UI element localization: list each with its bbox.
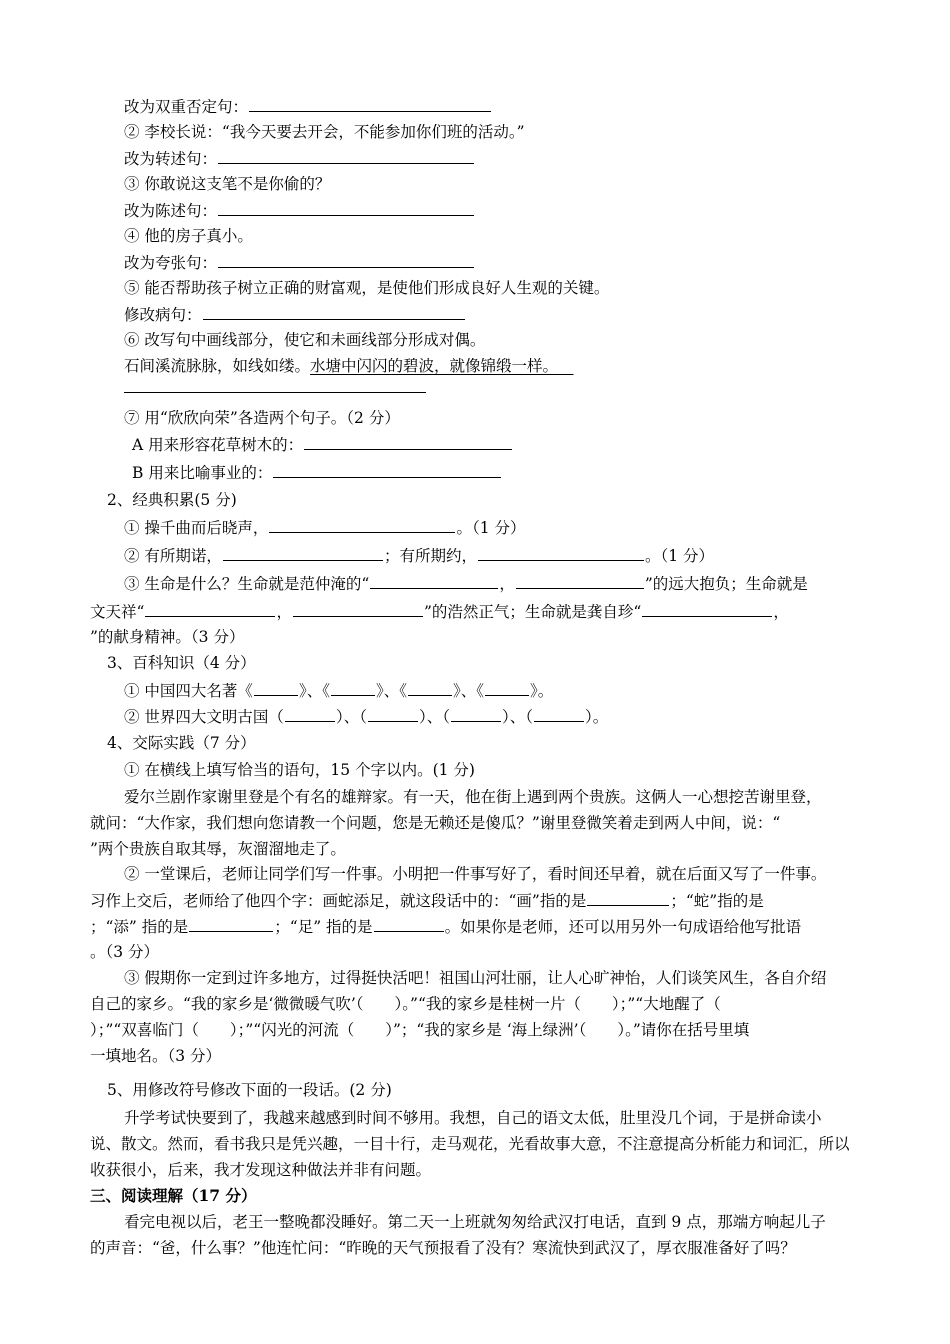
line-idiom-1: 习作上交后，老师给了他四个字：画蛇添足，就这段话中的：“画”指的是 ；“蛇”指的是 xyxy=(90,892,764,910)
antithesis-sentence: 石间溪流脉脉，如线如缕。水塘中闪闪的碧波，就像锦缎一样。 xyxy=(124,357,559,375)
question-text: ⑥ 改写句中画线部分，使它和未画线部分形成对偶。 xyxy=(124,331,486,349)
answer-blank[interactable] xyxy=(587,890,669,906)
line-double-negative: 改为双重否定句： xyxy=(124,96,492,117)
line-idiom-2: ；“添” 指的是 ；“足” 指的是 。如果你是老师，还可以用另外一句成语给他写批语 xyxy=(90,918,802,936)
question-text: ① 在横线上填写恰当的语句，15 个字以内。(1 分) xyxy=(124,761,475,779)
answer-blank[interactable] xyxy=(370,573,498,589)
part-heading: 三、阅读理解（17 分） xyxy=(90,1186,257,1205)
answer-blank[interactable] xyxy=(218,252,474,268)
line-indirect-speech: 改为转述句： xyxy=(124,148,475,169)
answer-blank[interactable] xyxy=(218,200,474,216)
answer-blank[interactable] xyxy=(331,680,375,696)
paragraph-line: 一填地名。（3 分） xyxy=(90,1047,222,1065)
line-classics-1: ① 操千曲而后晓声， 。（1 分） xyxy=(124,519,526,537)
paragraph-line: 升学考试快要到了，我越来越感到时间不够用。我想，自己的语文太低，肚里没几个词，于是拼命读小 xyxy=(124,1109,822,1127)
section-heading: 2、经典积累(5 分) xyxy=(107,491,237,509)
line-classics-3: ③ 生命是什么？生命就是范仲淹的“ ， ”的远大抱负；生命就是 xyxy=(124,575,808,593)
line-exaggeration: 改为夸张句： xyxy=(124,252,475,273)
answer-blank[interactable] xyxy=(451,706,501,722)
answer-blank[interactable] xyxy=(218,148,474,164)
question-text: ③ 你敢说这支笔不是你偷的？ xyxy=(124,175,331,193)
paragraph-line: 自己的家乡。“我的家乡是‘微微暖气吹’（ ）。”“我的家乡是桂树一片（ ）；”“大地醒了（ xyxy=(90,995,721,1013)
answer-blank[interactable] xyxy=(408,680,452,696)
answer-blank[interactable] xyxy=(189,916,273,932)
section-heading: 5、用修改符号修改下面的一段话。(2 分) xyxy=(107,1081,392,1099)
question-text: ⑦ 用“欣欣向荣”各造两个句子。（2 分） xyxy=(124,409,400,427)
paragraph-line: 说、散文。然而，看书我只是凭兴趣，一目十行，走马观花，光看故事大意，不注意提高分析能力和词汇，所以 xyxy=(90,1135,850,1153)
underlined-part: 水塘中闪闪的碧波，就像锦缎一样。 xyxy=(310,357,559,375)
answer-blank[interactable] xyxy=(478,545,644,561)
answer-blank[interactable] xyxy=(534,706,584,722)
line-sentence-a: A 用来形容花草树木的： xyxy=(132,434,513,455)
answer-blank[interactable] xyxy=(254,680,298,696)
answer-blank[interactable] xyxy=(285,706,335,722)
paragraph-line: ）；”“双喜临门（ ）；”“闪光的河流（ ）”；“我的家乡是 ‘海上绿洲’（ ）。”请你在括号里填 xyxy=(90,1021,750,1039)
answer-blank[interactable] xyxy=(374,916,444,932)
paragraph-line: 收获很小，后来，我才发现这种做法并非有问题。 xyxy=(90,1161,432,1179)
paragraph-line: 看完电视以后，老王一整晚都没睡好。第二天一上班就匆匆给武汉打电话，直到 9 点，那端方响起儿子 xyxy=(124,1213,826,1231)
line-declarative: 改为陈述句： xyxy=(124,200,475,221)
answer-line[interactable] xyxy=(124,392,426,393)
answer-blank[interactable] xyxy=(145,601,275,617)
answer-blank[interactable] xyxy=(223,545,383,561)
question-text: ② 李校长说：“我今天要去开会，不能参加你们班的活动。” xyxy=(124,123,525,141)
line-fix-sentence: 修改病句： xyxy=(124,304,466,325)
answer-blank[interactable] xyxy=(269,517,455,533)
section-heading: 3、百科知识（4 分） xyxy=(107,654,256,672)
paragraph-line: ”的献身精神。（3 分） xyxy=(90,628,245,646)
question-text: ④ 他的房子真小。 xyxy=(124,227,253,245)
paragraph-line: ”两个贵族自取其辱，灰溜溜地走了。 xyxy=(90,840,346,858)
answer-blank[interactable] xyxy=(273,462,501,478)
paragraph-line: ③ 假期你一定到过许多地方，过得挺快活吧！祖国山河壮丽，让人心旷神怡，人们谈笑风生，各自介绍 xyxy=(124,969,827,987)
paragraph-line: ② 一堂课后，老师让同学们写一件事。小明把一件事写好了，看时间还早着，就在后面又写了一件事。 xyxy=(124,865,827,883)
paragraph-line: 爱尔兰剧作家谢里登是个有名的雄辩家。有一天，他在街上遇到两个贵族。这俩人一心想挖苦谢里登， xyxy=(124,788,822,806)
paragraph-line: 。（3 分） xyxy=(90,943,160,961)
answer-blank[interactable] xyxy=(203,304,465,320)
line-classics-4: 文天祥“ ， ”的浩然正气；生命就是龚自珍“ ， xyxy=(90,603,789,621)
section-heading: 4、交际实践（7 分） xyxy=(107,734,256,752)
line-four-classics: ① 中国四大名著《 》、《 》、《 》、《 》。 xyxy=(124,682,554,700)
answer-blank[interactable] xyxy=(304,434,512,450)
answer-blank[interactable] xyxy=(368,706,418,722)
line-classics-2: ② 有所期诺， ；有所期约， 。（1 分） xyxy=(124,547,714,565)
line-four-civilizations: ② 世界四大文明古国（ ）、（ ）、（ ）、（ ）。 xyxy=(124,708,609,726)
question-text: ⑤ 能否帮助孩子树立正确的财富观，是使他们形成良好人生观的关键。 xyxy=(124,279,610,297)
paragraph-line: 的声音：“爸，什么事？”他连忙问：“昨晚的天气预报看了没有？寒流快到武汉了，厚衣服准备好了吗？ xyxy=(90,1239,796,1257)
answer-blank[interactable] xyxy=(293,601,423,617)
answer-blank[interactable] xyxy=(642,601,772,617)
answer-blank[interactable] xyxy=(249,96,491,112)
paragraph-line: 就问：“大作家，我们想向您请教一个问题，您是无赖还是傻瓜？”谢里登微笑着走到两人中间，说：“ xyxy=(90,814,781,832)
line-sentence-b: B 用来比喻事业的： xyxy=(132,462,502,483)
answer-blank[interactable] xyxy=(485,680,529,696)
answer-blank[interactable] xyxy=(516,573,644,589)
